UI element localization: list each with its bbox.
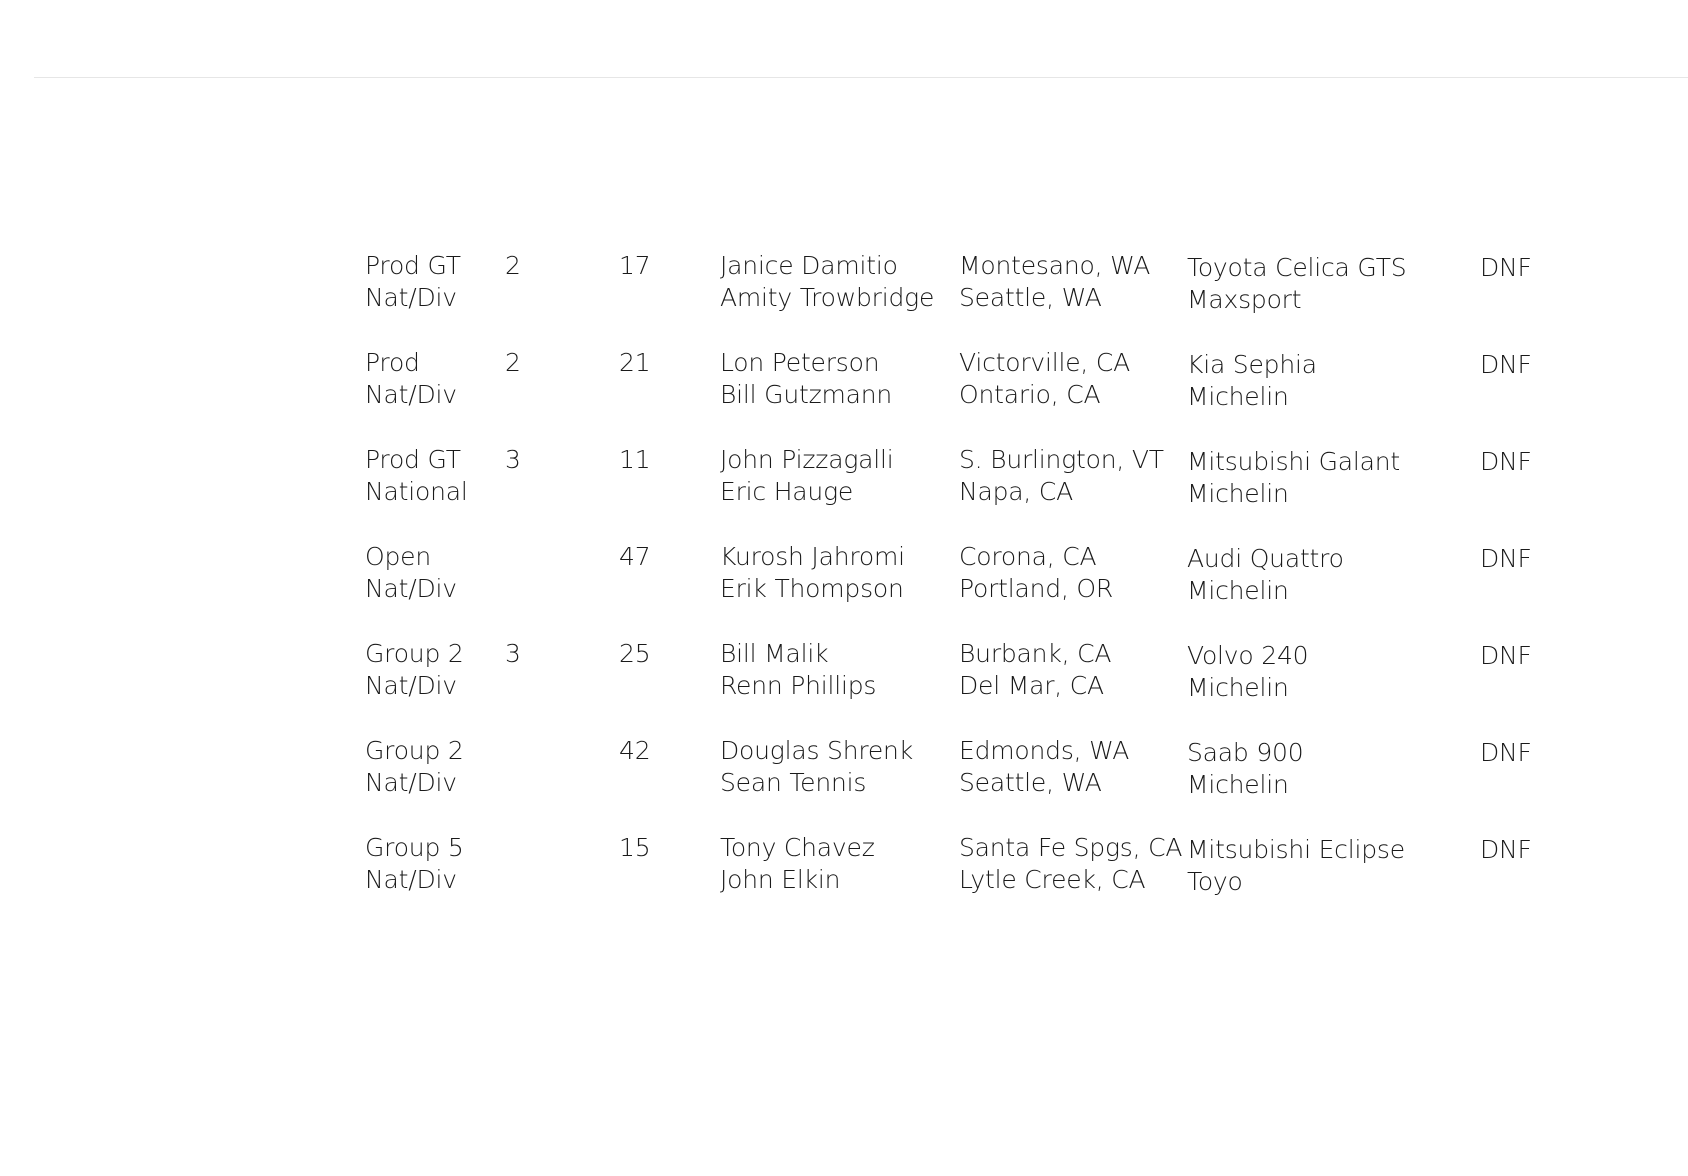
- hometown-cell: [959, 250, 1150, 314]
- codriver-name: Amity Trowbridge: [720, 283, 935, 312]
- class-cell: [365, 735, 464, 799]
- hometown-cell: [959, 444, 1164, 508]
- tire-brand: Michelin: [1187, 770, 1289, 799]
- class-name: Group 5: [365, 833, 464, 862]
- driver-name: Douglas Shrenk: [720, 736, 913, 765]
- class-position: 3: [505, 445, 521, 474]
- vehicle-cell: [1187, 252, 1406, 316]
- driver-hometown: Edmonds, WA: [959, 736, 1130, 765]
- result-entry: [365, 735, 1565, 832]
- codriver-hometown: Lytle Creek, CA: [959, 865, 1146, 894]
- codriver-name: Sean Tennis: [720, 768, 867, 797]
- codriver-hometown: Portland, OR: [959, 574, 1114, 603]
- codriver-hometown: Seattle, WA: [959, 283, 1102, 312]
- car-model: Mitsubishi Galant: [1187, 447, 1400, 476]
- car-number: 15: [619, 833, 651, 862]
- driver-name: Tony Chavez: [720, 833, 875, 862]
- result-entry: [365, 638, 1565, 735]
- result-entry: [365, 541, 1565, 638]
- car-model: Audi Quattro: [1187, 544, 1344, 573]
- car-model: Kia Sephia: [1187, 350, 1317, 379]
- result-status: DNF: [1480, 447, 1532, 476]
- codriver-name: John Elkin: [720, 865, 841, 894]
- tire-brand: Michelin: [1187, 673, 1289, 702]
- class-name: Group 2: [365, 736, 464, 765]
- tire-brand: Michelin: [1187, 479, 1289, 508]
- driver-hometown: S. Burlington, VT: [959, 445, 1164, 474]
- codriver-name: Renn Phillips: [720, 671, 877, 700]
- class-series: Nat/Div: [365, 283, 457, 312]
- car-number: 21: [619, 348, 651, 377]
- result-entry: [365, 444, 1565, 541]
- class-cell: [365, 250, 461, 314]
- driver-hometown: Santa Fe Spgs, CA: [959, 833, 1183, 862]
- codriver-name: Bill Gutzmann: [720, 380, 893, 409]
- result-entry: [365, 832, 1565, 929]
- vehicle-cell: [1187, 834, 1405, 898]
- codriver-name: Eric Hauge: [720, 477, 854, 506]
- class-series: Nat/Div: [365, 768, 457, 797]
- hometown-cell: [959, 638, 1111, 702]
- page-top-rule: [34, 77, 1688, 78]
- class-series: Nat/Div: [365, 671, 457, 700]
- car-model: Volvo 240: [1187, 641, 1309, 670]
- result-status: DNF: [1480, 350, 1532, 379]
- class-name: Open: [365, 542, 431, 571]
- car-model: Mitsubishi Eclipse: [1187, 835, 1405, 864]
- codriver-hometown: Napa, CA: [959, 477, 1074, 506]
- results-list: [365, 250, 1565, 929]
- codriver-hometown: Del Mar, CA: [959, 671, 1104, 700]
- driver-name: Lon Peterson: [720, 348, 880, 377]
- result-status: DNF: [1480, 544, 1532, 573]
- tire-brand: Michelin: [1187, 382, 1289, 411]
- car-number: 11: [619, 445, 651, 474]
- result-status: DNF: [1480, 253, 1532, 282]
- vehicle-cell: [1187, 446, 1400, 510]
- result-status: DNF: [1480, 738, 1532, 767]
- class-name: Prod GT: [365, 445, 461, 474]
- car-model: Saab 900: [1187, 738, 1304, 767]
- class-cell: [365, 832, 464, 896]
- car-number: 17: [619, 251, 651, 280]
- codriver-hometown: Seattle, WA: [959, 768, 1102, 797]
- vehicle-cell: [1187, 349, 1317, 413]
- vehicle-cell: [1187, 737, 1303, 801]
- car-number: 25: [619, 639, 651, 668]
- tire-brand: Maxsport: [1187, 285, 1302, 314]
- driver-hometown: Corona, CA: [959, 542, 1097, 571]
- crew-cell: [720, 638, 876, 702]
- codriver-name: Erik Thompson: [720, 574, 904, 603]
- crew-cell: [720, 832, 875, 896]
- crew-cell: [720, 444, 894, 508]
- driver-name: Kurosh Jahromi: [720, 542, 905, 571]
- driver-name: Janice Damitio: [720, 251, 898, 280]
- crew-cell: [720, 541, 905, 605]
- class-series: Nat/Div: [365, 380, 457, 409]
- class-position: 3: [505, 639, 521, 668]
- result-status: DNF: [1480, 835, 1532, 864]
- driver-hometown: Victorville, CA: [959, 348, 1131, 377]
- driver-hometown: Montesano, WA: [959, 251, 1151, 280]
- class-position: 2: [505, 251, 521, 280]
- result-entry: [365, 347, 1565, 444]
- hometown-cell: [959, 347, 1130, 411]
- crew-cell: [720, 347, 892, 411]
- result-status: DNF: [1480, 641, 1532, 670]
- car-model: Toyota Celica GTS: [1187, 253, 1407, 282]
- class-cell: [365, 638, 464, 702]
- class-cell: [365, 347, 457, 411]
- hometown-cell: [959, 832, 1182, 896]
- class-name: Group 2: [365, 639, 464, 668]
- car-number: 42: [619, 736, 651, 765]
- car-number: 47: [619, 542, 651, 571]
- codriver-hometown: Ontario, CA: [959, 380, 1101, 409]
- class-name: Prod GT: [365, 251, 461, 280]
- result-entry: [365, 250, 1565, 347]
- crew-cell: [720, 250, 934, 314]
- tire-brand: Michelin: [1187, 576, 1289, 605]
- class-name: Prod: [365, 348, 420, 377]
- class-series: Nat/Div: [365, 574, 457, 603]
- class-cell: [365, 541, 457, 605]
- class-position: 2: [505, 348, 521, 377]
- class-cell: [365, 444, 468, 508]
- vehicle-cell: [1187, 543, 1344, 607]
- tire-brand: Toyo: [1187, 867, 1243, 896]
- hometown-cell: [959, 541, 1113, 605]
- driver-name: John Pizzagalli: [720, 445, 894, 474]
- class-series: Nat/Div: [365, 865, 457, 894]
- driver-name: Bill Malik: [720, 639, 829, 668]
- class-series: National: [365, 477, 468, 506]
- hometown-cell: [959, 735, 1129, 799]
- vehicle-cell: [1187, 640, 1308, 704]
- crew-cell: [720, 735, 913, 799]
- driver-hometown: Burbank, CA: [959, 639, 1112, 668]
